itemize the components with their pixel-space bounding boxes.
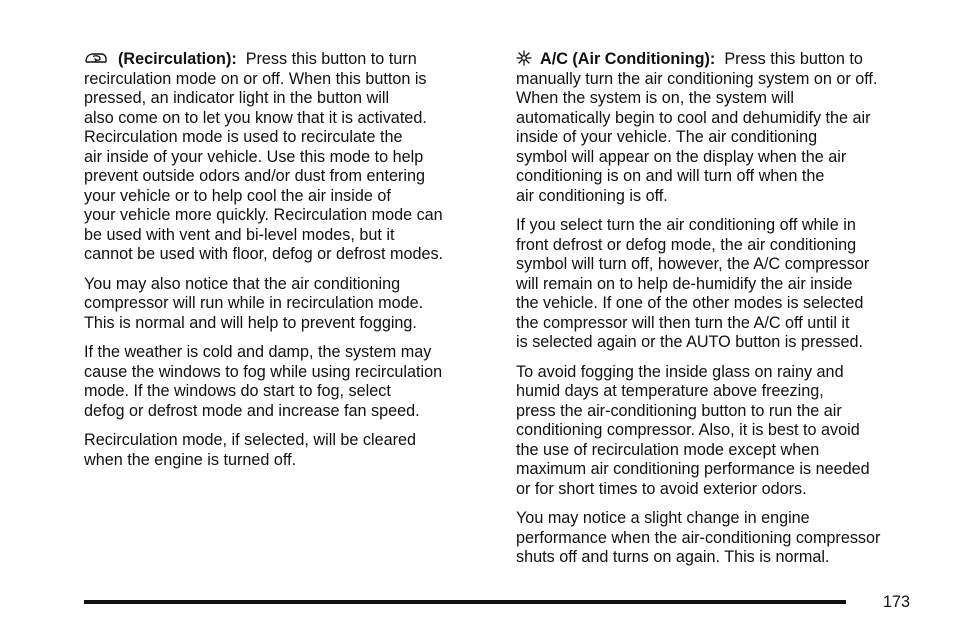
- snowflake-icon: [516, 50, 532, 66]
- text-line: cause the windows to fog while using recirculation: [84, 362, 443, 381]
- text-line: performance when the air-conditioning compressor: [516, 528, 881, 547]
- text-line: prevent outside odors and/or dust from entering: [84, 167, 426, 185]
- text-line: symbol will appear on the display when the air: [516, 147, 847, 166]
- text-line: cannot be used with floor, defog or defrost modes.: [84, 245, 444, 263]
- text-line: Recirculation mode is used to recirculate the: [84, 128, 403, 146]
- left-paragraph-3: [84, 343, 486, 421]
- right-paragraph-4: [516, 509, 920, 568]
- right-column: [516, 50, 920, 578]
- text-line: the use of recirculation mode except when: [516, 440, 820, 459]
- text-line: defog or defrost mode and increase fan speed.: [84, 401, 420, 420]
- text-line: Recirculation mode, if selected, will be cleared: [84, 431, 417, 449]
- footer-rule: [84, 600, 846, 604]
- text-line: air inside of your vehicle. Use this mode to help: [84, 147, 424, 166]
- text-line: If you select turn the air conditioning off while in: [516, 216, 856, 234]
- text-line: conditioning is on and will turn off when the: [516, 167, 825, 185]
- text-line: front defrost or defog mode, the air conditioning: [516, 235, 857, 254]
- text-line: You may notice a slight change in engine: [516, 509, 810, 527]
- right-paragraph-2: [516, 216, 920, 353]
- text-line: your vehicle or to help cool the air inside of: [84, 186, 391, 205]
- text-line: You may also notice that the air conditioning: [84, 274, 401, 293]
- ac-line-0: [516, 50, 920, 70]
- text-line: To avoid fogging the inside glass on rainy and: [516, 362, 844, 381]
- text-line: or for short times to avoid exterior odors.: [516, 479, 807, 498]
- text-line: This is normal and will help to prevent fogging.: [84, 313, 417, 332]
- text-line: will remain on to help de-humidify the air inside: [516, 274, 853, 293]
- text-line: also come on to let you know that it is activated.: [84, 108, 427, 127]
- text-line: automatically begin to cool and dehumidify the air: [516, 108, 871, 127]
- text-line: conditioning compressor. Also, it is best to avoid: [516, 421, 860, 439]
- text-line: recirculation mode on or off. When this button is: [84, 69, 427, 88]
- left-paragraph-4: [84, 431, 486, 470]
- text-line: If the weather is cold and damp, the system may: [84, 343, 432, 361]
- text-line: air conditioning is off.: [516, 186, 668, 205]
- text-line: shuts off and turns on again. This is normal.: [516, 548, 830, 566]
- text-line: is selected again or the AUTO button is pressed.: [516, 333, 864, 351]
- text-line: mode. If the windows do start to fog, select: [84, 382, 391, 400]
- ac-term: A/C (Air Conditioning):: [540, 50, 716, 68]
- text-line: the vehicle. If one of the other modes is selected: [516, 294, 864, 312]
- text-line: maximum air conditioning performance is needed: [516, 460, 870, 478]
- recirculation-term: (Recirculation):: [118, 50, 237, 68]
- text-line: humid days at temperature above freezing,: [516, 382, 824, 400]
- text-line: compressor will run while in recirculation mode.: [84, 294, 424, 312]
- text-line: be used with vent and bi-level modes, but it: [84, 225, 395, 244]
- recirculation-line-0: [84, 50, 486, 70]
- left-column: [84, 50, 486, 480]
- recirculation-icon: [84, 50, 110, 66]
- text-line: pressed, an indicator light in the button will: [84, 89, 390, 107]
- ac-text: Press this button to: [724, 50, 863, 68]
- ac-paragraph: [516, 50, 920, 206]
- recirculation-text: Press this button to turn: [245, 50, 417, 68]
- page-number: 173: [883, 593, 911, 611]
- text-line: When the system is on, the system will: [516, 89, 794, 107]
- text-line: press the air-conditioning button to run the air: [516, 401, 842, 420]
- right-paragraph-3: [516, 363, 920, 500]
- text-line: manually turn the air conditioning system on or off.: [516, 69, 878, 88]
- text-line: inside of your vehicle. The air conditioning: [516, 128, 818, 146]
- text-line: the compressor will then turn the A/C off until it: [516, 313, 850, 332]
- text-line: your vehicle more quickly. Recirculation mode can: [84, 206, 443, 224]
- recirculation-paragraph: [84, 50, 486, 265]
- text-line: symbol will turn off, however, the A/C compressor: [516, 255, 870, 273]
- left-paragraph-2: [84, 275, 486, 334]
- text-line: when the engine is turned off.: [84, 450, 297, 469]
